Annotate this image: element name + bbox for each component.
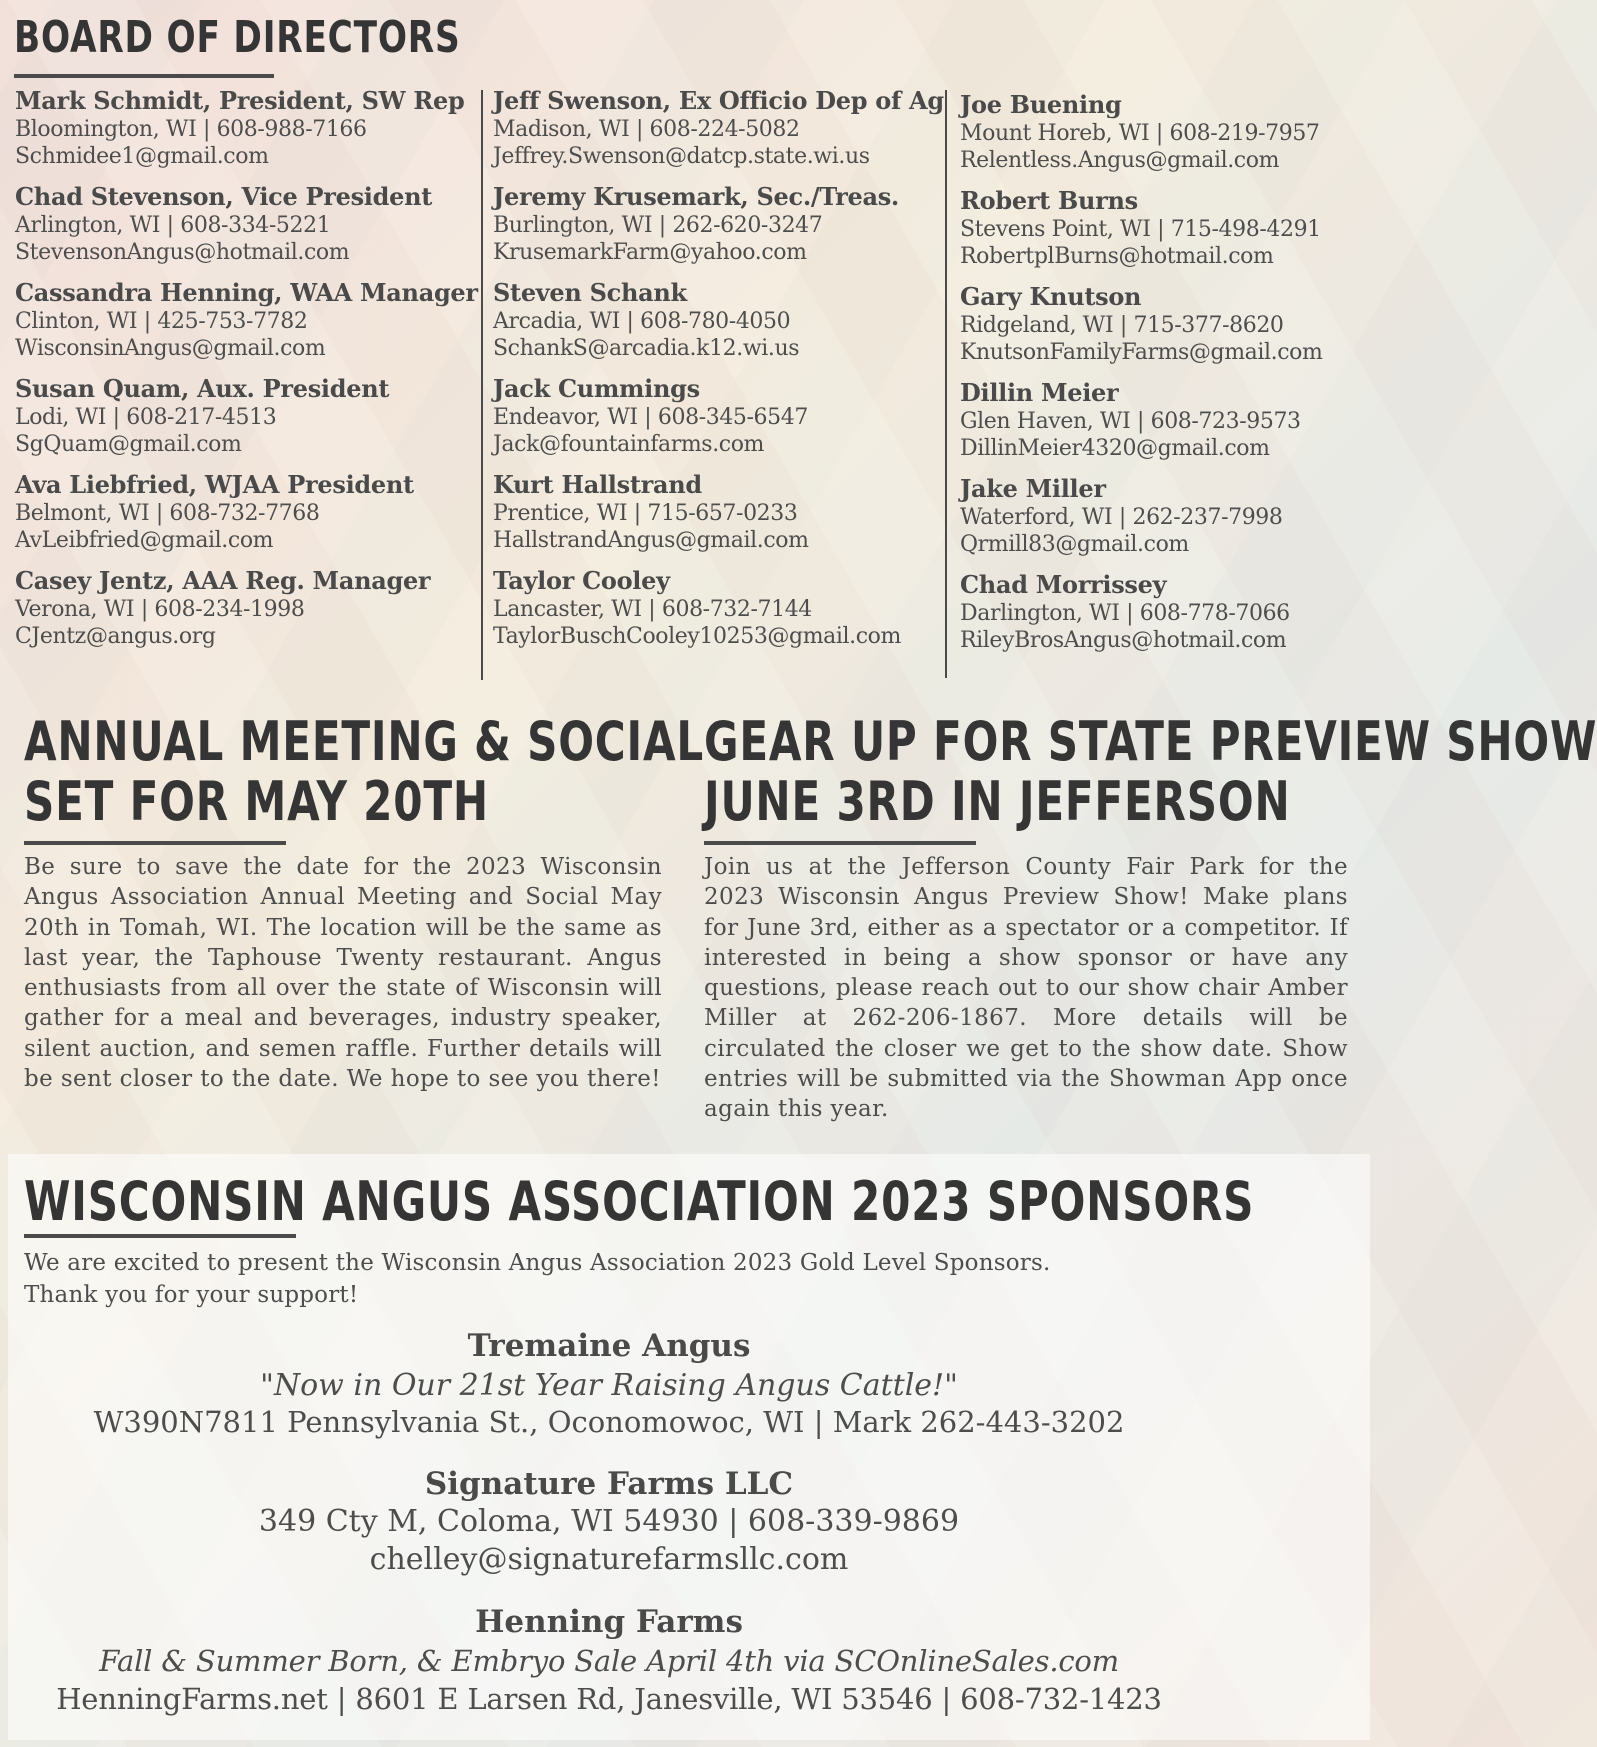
director-location-phone: Endeavor, WI | 608-345-6547 — [493, 405, 808, 430]
meeting-body: Be sure to save the date for the 2023 Wisconsin Angus Association Annual Meeting and Social May 20th in Tomah, WI. The location will be the same as last year, the Taphouse Twenty restaurant. Angus enthusiasts from all over the state of Wisconsin will gather for a meal and beverages, industry speaker, silent auction, and semen raffle. Further details will be sent closer to the date. We hope to see you there! — [24, 854, 662, 1093]
director-entry — [493, 470, 944, 554]
board-title-rule — [14, 74, 274, 78]
sponsor-signature-address: 349 Cty M, Coloma, WI 54930 | 608-339-9869 — [258, 1504, 960, 1539]
director-location-phone: Madison, WI | 608-224-5082 — [493, 117, 800, 142]
sponsor-henning-tagline: Fall & Summer Born, & Embryo Sale April 4th via SCOnlineSales.com — [99, 1644, 1119, 1678]
sponsor-tremaine-tagline: "Now in Our 21st Year Raising Angus Cattle!" — [260, 1368, 958, 1403]
director-entry — [15, 470, 478, 554]
director-location-phone: Lodi, WI | 608-217-4513 — [15, 405, 277, 430]
director-location-phone: Mount Horeb, WI | 608-219-7957 — [960, 121, 1320, 146]
director-entry — [493, 374, 944, 458]
director-name: Cassandra Henning, WAA Manager — [15, 278, 478, 307]
director-location-phone: Glen Haven, WI | 608-723-9573 — [960, 409, 1301, 434]
director-location-phone: Burlington, WI | 262-620-3247 — [493, 213, 823, 238]
director-entry — [960, 90, 1322, 174]
director-entry — [960, 186, 1322, 270]
director-entry — [960, 570, 1322, 654]
director-entry — [15, 566, 478, 650]
sponsor-henning-address: HenningFarms.net | 8601 E Larsen Rd, Janesville, WI 53546 | 608-732-1423 — [56, 1682, 1162, 1716]
director-name: Ava Liebfried, WJAA President — [15, 470, 414, 499]
column-divider-1 — [481, 90, 483, 680]
director-name: Casey Jentz, AAA Reg. Manager — [15, 566, 431, 595]
board-title: BOARD OF DIRECTORS — [14, 12, 461, 63]
director-email: Relentless.Angus@gmail.com — [960, 148, 1280, 173]
director-email: DillinMeier4320@gmail.com — [960, 436, 1270, 461]
meeting-title-rule — [24, 841, 286, 845]
director-name: Dillin Meier — [960, 378, 1119, 407]
director-email: TaylorBuschCooley10253@gmail.com — [493, 624, 901, 649]
director-location-phone: Darlington, WI | 608-778-7066 — [960, 601, 1290, 626]
director-location-phone: Stevens Point, WI | 715-498-4291 — [960, 217, 1321, 242]
sponsor-signature-name: Signature Farms LLC — [424, 1466, 794, 1502]
director-email: Jeffrey.Swenson@datcp.state.wi.us — [493, 144, 870, 169]
director-email: WisconsinAngus@gmail.com — [15, 336, 326, 361]
sponsors-intro-line1: We are excited to present the Wisconsin Angus Association 2023 Gold Level Sponsors. — [24, 1250, 1051, 1276]
column-divider-2 — [945, 90, 947, 678]
director-name: Chad Stevenson, Vice President — [15, 182, 433, 211]
director-entry — [493, 182, 944, 266]
director-name: Jack Cummings — [493, 374, 700, 403]
preview-title-line1: GEAR UP FOR STATE PREVIEW SHOW — [704, 710, 1597, 773]
sponsors-title: WISCONSIN ANGUS ASSOCIATION 2023 SPONSORS — [24, 1170, 1255, 1233]
board-column-3 — [960, 90, 1322, 654]
director-entry — [15, 374, 478, 458]
director-email: CJentz@angus.org — [15, 624, 216, 649]
director-location-phone: Arlington, WI | 608-334-5221 — [15, 213, 331, 238]
preview-title-rule — [704, 841, 976, 845]
director-name: Susan Quam, Aux. President — [15, 374, 390, 403]
director-location-phone: Arcadia, WI | 608-780-4050 — [493, 309, 791, 334]
preview-body: Join us at the Jefferson County Fair Park for the 2023 Wisconsin Angus Preview Show! Make plans for June 3rd, either as a spectator or a competitor. If interested in being a show sponsor or have any questions, please reach out to our show chair Amber Miller at 262-206-1867. More details will be circulated the closer we get to the show date. Show entries will be submitted via the Showman App once again this year. — [704, 854, 1348, 1123]
director-email: AvLeibfried@gmail.com — [15, 528, 274, 553]
director-email: Jack@fountainfarms.com — [493, 432, 765, 457]
director-email: RileyBrosAngus@hotmail.com — [960, 628, 1287, 653]
director-location-phone: Clinton, WI | 425-753-7782 — [15, 309, 308, 334]
director-entry — [15, 278, 478, 362]
director-name: Jeff Swenson, Ex Officio Dep of Ag — [493, 86, 944, 115]
preview-title-line2: JUNE 3RD IN JEFFERSON — [704, 770, 1291, 833]
director-name: Taylor Cooley — [493, 566, 670, 595]
meeting-title-line1: ANNUAL MEETING & SOCIAL — [24, 710, 704, 773]
director-email: KnutsonFamilyFarms@gmail.com — [960, 340, 1323, 365]
director-entry — [960, 282, 1322, 366]
director-entry — [960, 378, 1322, 462]
sponsors-intro-line2: Thank you for your support! — [24, 1282, 359, 1308]
director-name: Kurt Hallstrand — [493, 470, 702, 499]
director-entry — [493, 566, 944, 650]
director-email: KrusemarkFarm@yahoo.com — [493, 240, 807, 265]
sponsor-tremaine-name: Tremaine Angus — [467, 1328, 751, 1364]
director-email: RobertplBurns@hotmail.com — [960, 244, 1274, 269]
director-entry — [493, 86, 944, 170]
director-email: Qrmill83@gmail.com — [960, 532, 1189, 557]
director-email: HallstrandAngus@gmail.com — [493, 528, 809, 553]
director-location-phone: Verona, WI | 608-234-1998 — [15, 597, 305, 622]
director-location-phone: Waterford, WI | 262-237-7998 — [960, 505, 1283, 530]
sponsor-tremaine-address: W390N7811 Pennsylvania St., Oconomowoc, WI | Mark 262-443-3202 — [93, 1405, 1125, 1439]
director-entry — [493, 278, 944, 362]
director-name: Steven Schank — [493, 278, 687, 307]
board-column-1 — [15, 86, 478, 650]
sponsor-henning-name: Henning Farms — [475, 1604, 743, 1640]
director-entry — [960, 474, 1322, 558]
sponsor-signature-email: chelley@signaturefarmsllc.com — [369, 1542, 849, 1577]
director-entry — [15, 86, 478, 170]
director-email: SchankS@arcadia.k12.wi.us — [493, 336, 800, 361]
director-name: Jake Miller — [960, 474, 1106, 503]
director-name: Joe Buening — [960, 90, 1122, 119]
board-column-2 — [493, 86, 944, 650]
director-email: SgQuam@gmail.com — [15, 432, 242, 457]
director-location-phone: Prentice, WI | 715-657-0233 — [493, 501, 798, 526]
director-location-phone: Lancaster, WI | 608-732-7144 — [493, 597, 812, 622]
director-entry — [15, 182, 478, 266]
director-location-phone: Ridgeland, WI | 715-377-8620 — [960, 313, 1284, 338]
director-name: Mark Schmidt, President, SW Rep — [15, 86, 465, 115]
sponsors-title-rule — [24, 1234, 296, 1238]
director-name: Jeremy Krusemark, Sec./Treas. — [493, 182, 899, 211]
director-name: Robert Burns — [960, 186, 1138, 215]
meeting-title-line2: SET FOR MAY 20TH — [24, 770, 489, 833]
director-email: StevensonAngus@hotmail.com — [15, 240, 350, 265]
director-location-phone: Belmont, WI | 608-732-7768 — [15, 501, 320, 526]
director-location-phone: Bloomington, WI | 608-988-7166 — [15, 117, 367, 142]
director-email: Schmidee1@gmail.com — [15, 144, 269, 169]
director-name: Gary Knutson — [960, 282, 1142, 311]
director-name: Chad Morrissey — [960, 570, 1167, 599]
